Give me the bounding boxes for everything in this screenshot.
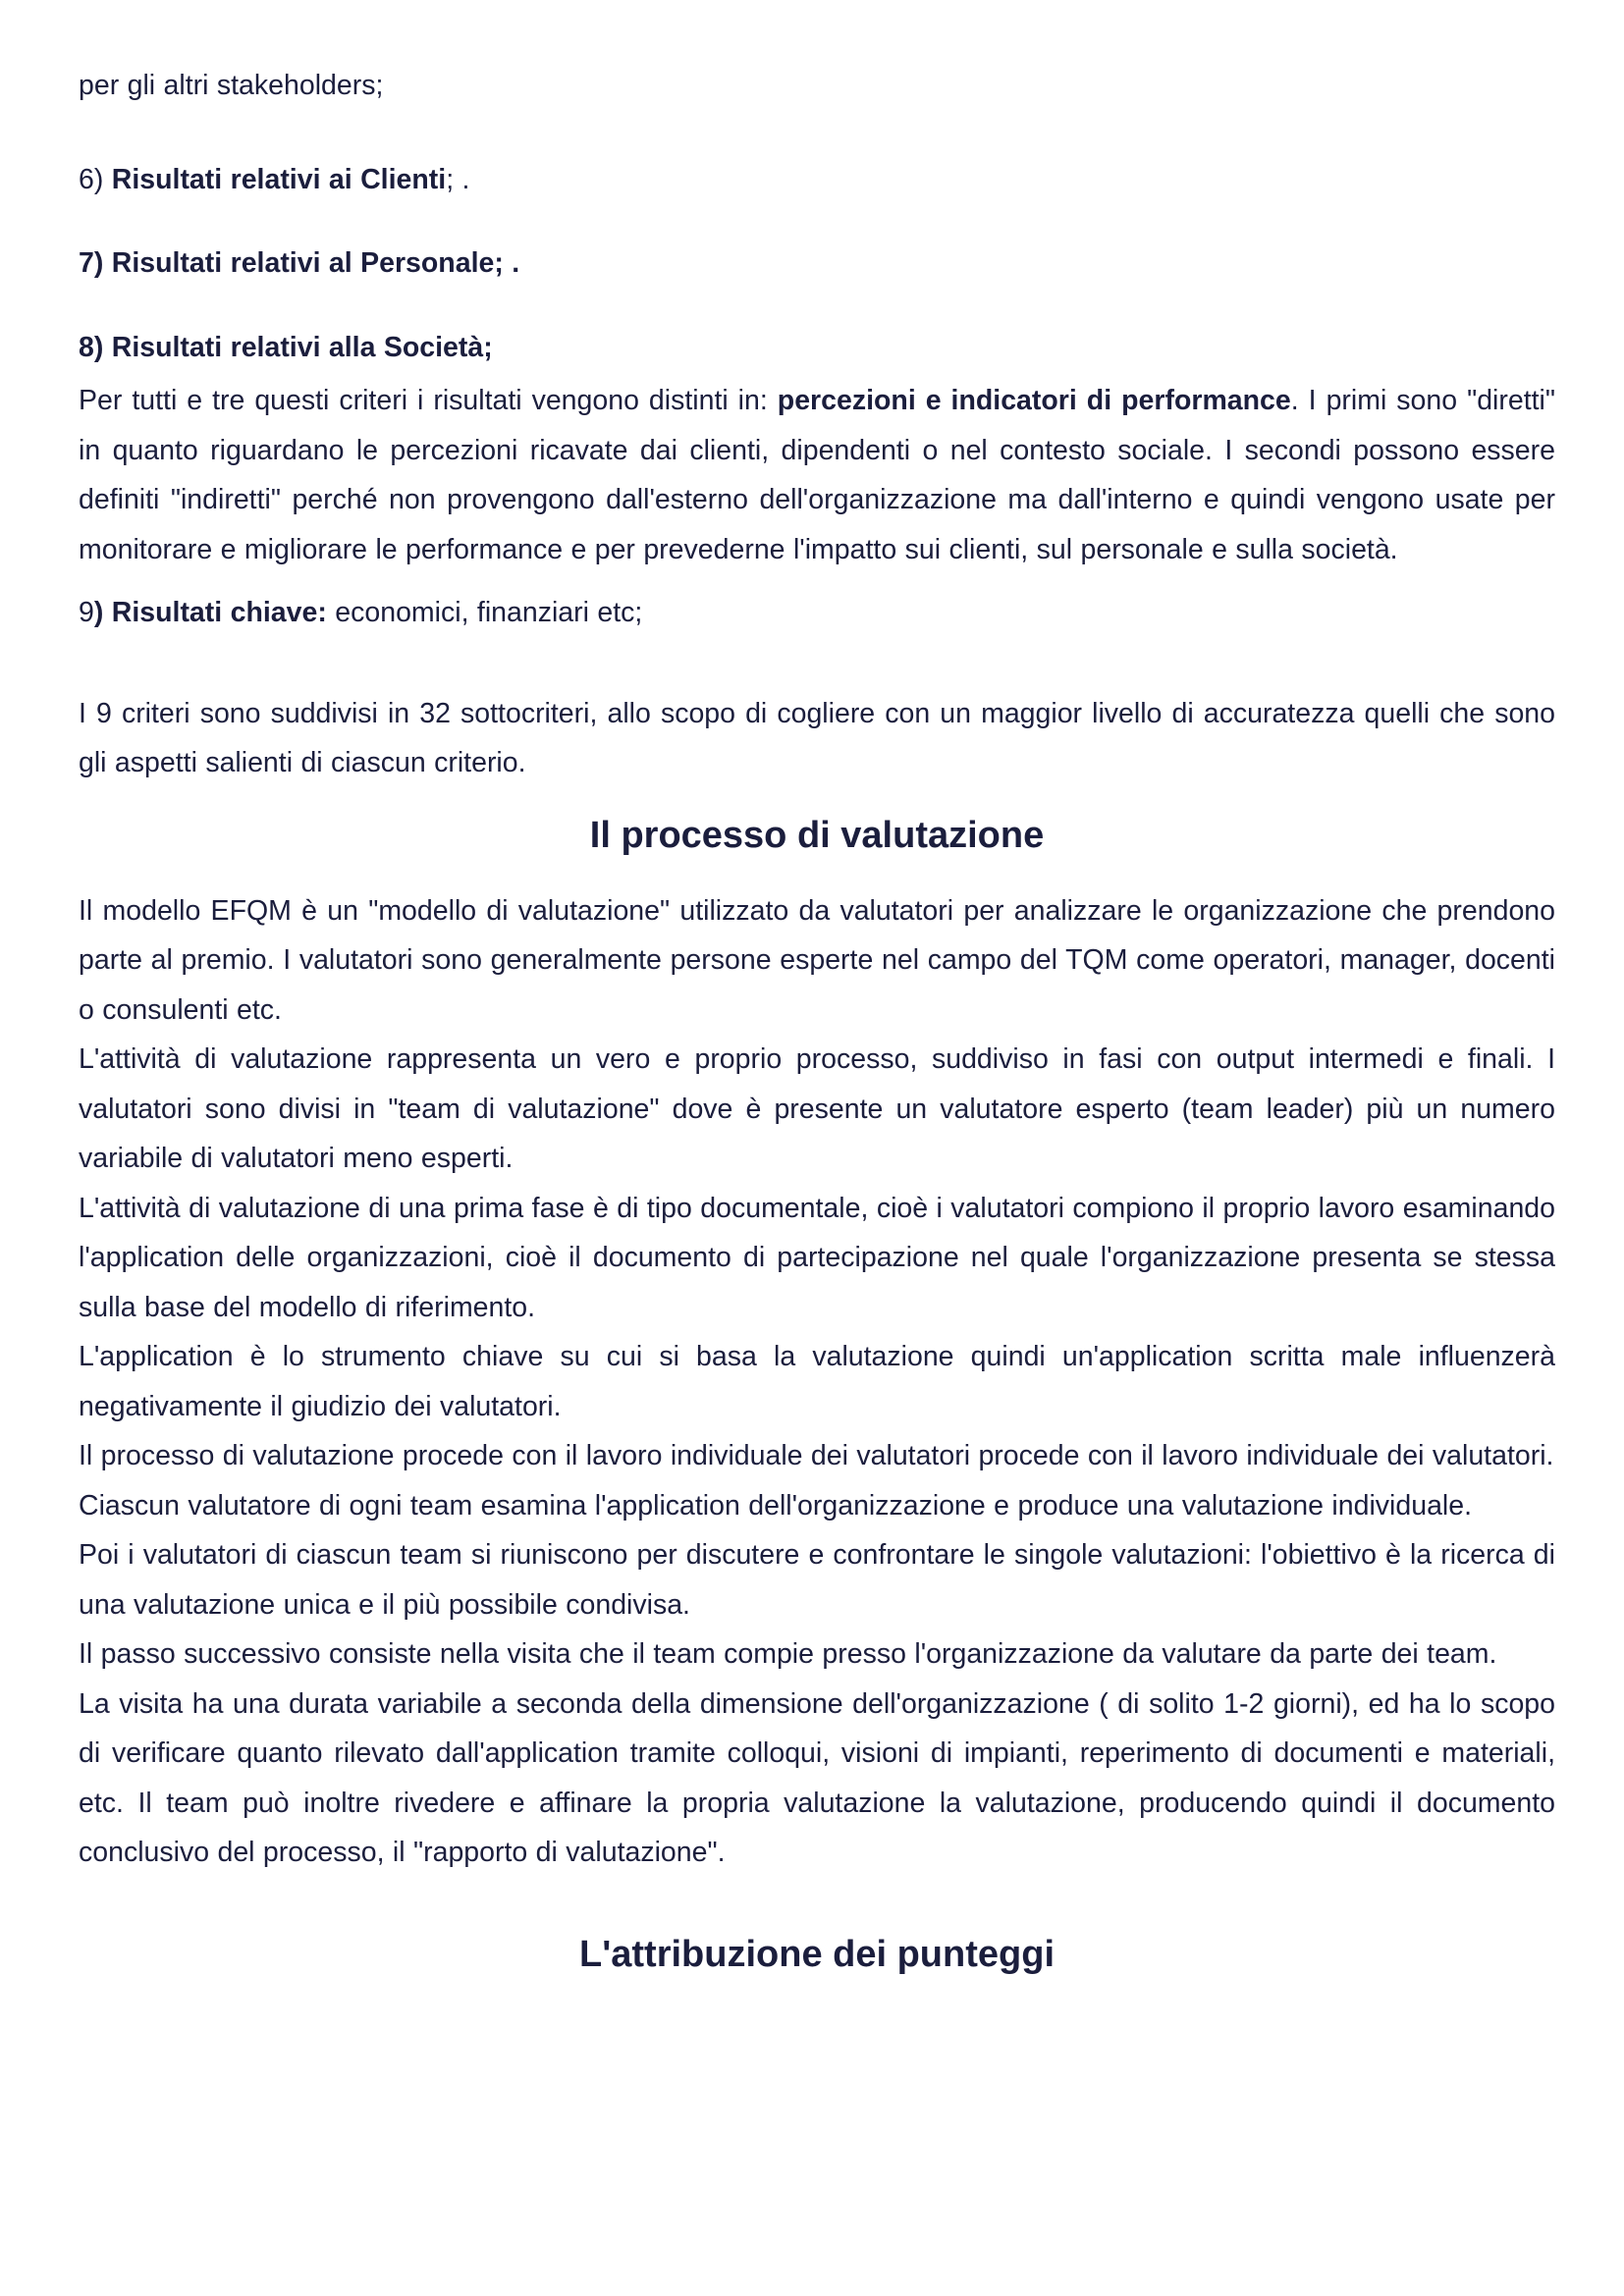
results-text-1: Per tutti e tre questi criteri i risultati vengono distinti in:: [79, 385, 778, 416]
paragraph: L'attività di valutazione di una prima fase è di tipo documentale, cioè i valutatori compiono il proprio lavoro esaminando l'application delle organizzazioni, cioè il documento di partecipazione nel quale l'organizzazione presenta se stessa sulla base del modello di riferimento.: [79, 1192, 1555, 1323]
results-paragraph: [79, 376, 1555, 574]
results-emphasis: percezioni e indicatori di performance: [777, 385, 1291, 416]
list-item-8: [79, 323, 1555, 373]
paragraph: Il modello EFQM è un "modello di valutazione" utilizzato da valutatori per analizzare le organizzazione che prendono parte al premio. I valutatori sono generalmente persone esperte nel campo del TQM come operatori, manager, docenti o consulenti etc.: [79, 894, 1555, 1026]
item-9-number: 9: [79, 597, 94, 628]
section-heading-valutazione: Il processo di valutazione: [589, 814, 1045, 856]
paragraph: Il processo di valutazione procede con il lavoro individuale dei valutatori procede con il lavoro individuale dei valutatori.: [79, 1440, 1554, 1471]
paragraph: La visita ha una durata variabile a seconda della dimensione dell'organizzazione ( di solito 1-2 giorni), ed ha lo scopo di verificare quanto rilevato dall'application tramite colloqui, visioni di impianti, reperimento di documenti e materiali, etc. Il team può inoltre rivedere e affinare la propria valutazione la valutazione, producendo quindi il documento conclusivo del processo, il "rapporto di valutazione".: [79, 1687, 1555, 1868]
criteria-paragraph: I 9 criteri sono suddivisi in 32 sottocriteri, allo scopo di cogliere con un maggior livello di accuratezza quelli che sono gli aspetti salienti di ciascun criterio.: [79, 697, 1555, 778]
item-6-number: 6): [79, 163, 112, 195]
paragraph: L'application è lo strumento chiave su cui si basa la valutazione quindi un'application scritta male influenzerà negativamente il giudizio dei valutatori.: [79, 1341, 1555, 1422]
paragraph: L'attività di valutazione rappresenta un vero e proprio processo, suddiviso in fasi con output intermedi e finali. I valutatori sono divisi in "team di valutazione" dove è presente un valutatore esperto (team leader) più un numero variabile di valutatori meno esperti.: [79, 1043, 1555, 1174]
paragraph: Ciascun valutatore di ogni team esamina l'application dell'organizzazione e produce una valutazione individuale.: [79, 1489, 1473, 1522]
item-9-title: ) Risultati chiave:: [93, 597, 327, 628]
page-content: [79, 61, 1555, 1982]
paragraph: Il passo successivo consiste nella visita che il team compie presso l'organizzazione da valutare da parte dei team.: [79, 1638, 1497, 1670]
paragraph: Poi i valutatori di ciascun team si riuniscono per discutere e confrontare le singole valutazioni: l'obiettivo è la ricerca di una valutazione unica e il più possibile condivisa.: [79, 1539, 1555, 1621]
intro-fragment: per gli altri stakeholders;: [79, 70, 384, 101]
item-9-text: economici, finanziari etc;: [326, 597, 643, 628]
item-7-title: 7) Risultati relativi al Personale; .: [79, 247, 520, 279]
list-item-7: [79, 239, 1555, 289]
list-item-6: [79, 155, 1555, 205]
list-item-9: [79, 588, 1555, 638]
section-heading-punteggi: L'attribuzione dei punteggi: [579, 1933, 1055, 1975]
item-6-title: Risultati relativi ai Clienti: [111, 163, 447, 195]
item-6-suffix: ; .: [446, 163, 470, 195]
results-text-2: . I primi sono "diretti" in quanto riguardano le percezioni ricavate dai clienti, dipendenti o nel contesto sociale. I secondi possono essere definiti "indiretti" perché non provengono dall'esterno dell'organizzazione ma dall'interno e quindi vengono usate per monitorare e migliorare le performance e per prevederne l'impatto sui clienti, sul personale e sulla società.: [79, 385, 1556, 565]
item-8-title: 8) Risultati relativi alla Società;: [79, 331, 493, 363]
